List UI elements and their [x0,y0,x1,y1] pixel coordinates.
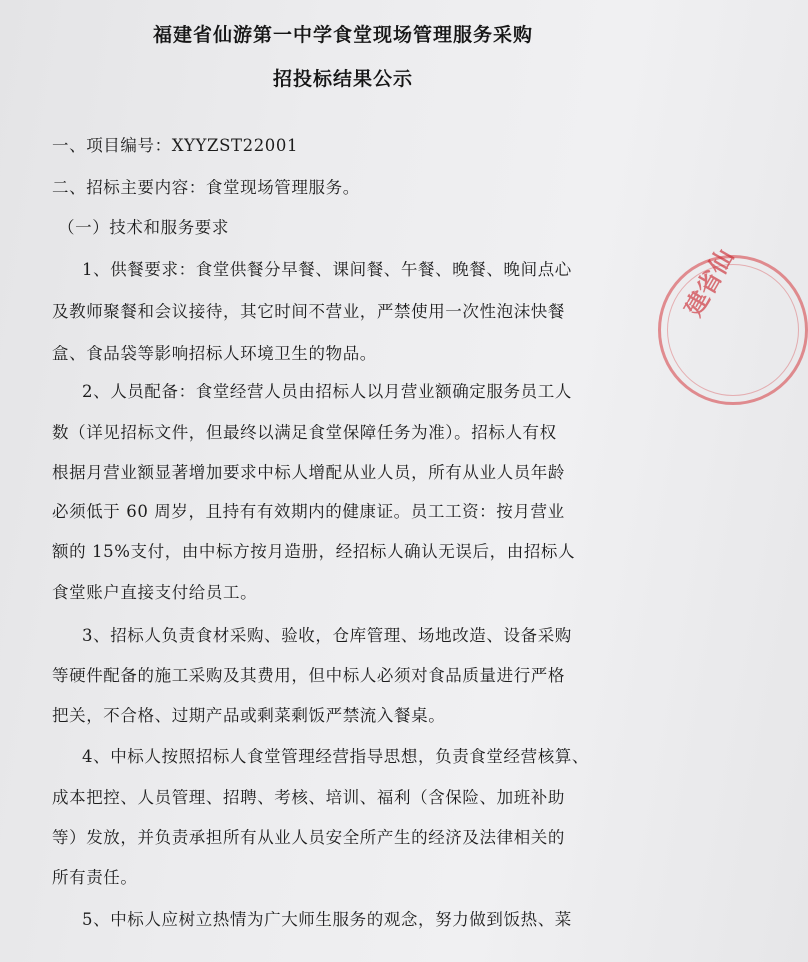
item4-line: 等）发放，并负责承担所有从业人员安全所产生的经济及法律相关的 [52,828,565,847]
item3-line: 3、招标人负责食材采购、验收，仓库管理、场地改造、设备采购 [82,626,572,645]
document-title-line-1: 福建省仙游第一中学食堂现场管理服务采购 [152,24,533,46]
item2-line: 2、人员配备：食堂经营人员由招标人以月营业额确定服务员工人 [82,382,572,401]
item1-line: 及教师聚餐和会议接待，其它时间不营业，严禁使用一次性泡沫快餐 [52,302,565,321]
item4-line: 所有责任。 [52,868,138,887]
item2-line: 必须低于 60 周岁，且持有有效期内的健康证。员工工资：按月营业 [52,502,565,521]
section-main-content: 二、招标主要内容：食堂现场管理服务。 [52,178,360,197]
official-red-stamp [658,244,808,405]
stamp-inner-ring [667,264,799,396]
item3-line: 把关，不合格、过期产品或剩菜剩饭严禁流入餐桌。 [52,706,446,725]
item5-line: 5、中标人应树立热情为广大师生服务的观念，努力做到饭热、菜 [82,910,572,929]
item1-line: 盒、食品袋等影响招标人环境卫生的物品。 [52,344,377,363]
item3-line: 等硬件配备的施工采购及其费用，但中标人必须对食品质量进行严格 [52,666,565,685]
item1-line: 1、供餐要求：食堂供餐分早餐、课间餐、午餐、晚餐、晚间点心 [82,260,572,279]
item2-line: 数（详见招标文件，但最终以满足食堂保障任务为准）。招标人有权 [52,423,557,442]
item4-line: 成本把控、人员管理、招聘、考核、培训、福利（含保险、加班补助 [52,788,565,807]
item2-line: 额的 15%支付，由中标方按月造册，经招标人确认无误后，由招标人 [52,542,576,561]
item2-line: 食堂账户直接支付给员工。 [52,583,258,602]
subsection-technical-requirements: （一）技术和服务要求 [58,218,229,237]
section-project-number: 一、项目编号：XYYZST22001 [52,136,299,155]
item2-line: 根据月营业额显著增加要求中标人增配从业人员，所有从业人员年龄 [52,463,565,482]
document-title-line-2: 招投标结果公示 [272,68,413,90]
item4-line: 4、中标人按照招标人食堂管理经营指导思想，负责食堂经营核算、 [82,747,589,766]
stamp-text: 建省仙 [678,244,740,321]
